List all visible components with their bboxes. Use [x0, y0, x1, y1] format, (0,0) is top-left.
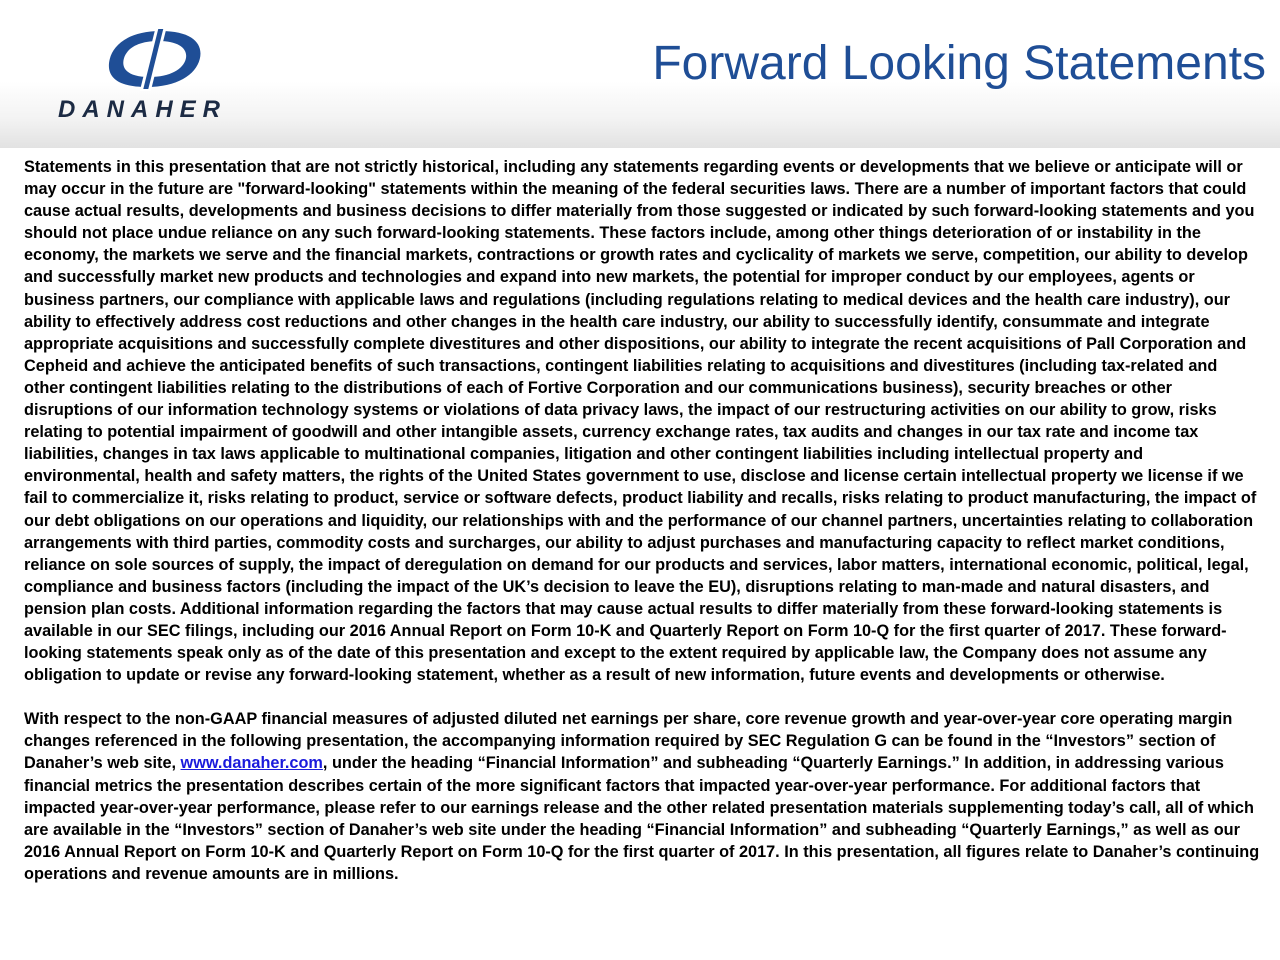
danaher-d-icon — [104, 26, 214, 92]
forward-looking-paragraph: Statements in this presentation that are not strictly historical, including any statements regarding events or developments that we believe or anticipate will or may occur in the future are "forward-looking" statements within the meaning of the federal securities laws. There are a number of important factors that could cause actual results, developments and business decisions to differ materially from those suggested or indicated by such forward-looking statements and you should not place undue reliance on any such forward-looking statements. These factors include, among other things deterioration of or instability in the economy, the markets we serve and the financial markets, contractions or growth rates and cyclicality of markets we serve, competition, our ability to develop and successfully market new products and technologies and expand into new markets, the potential for improper conduct by our employees, agents or business partners, our compliance with applicable laws and regulations (including regulations relating to medical devices and the health care industry), our ability to effectively address cost reductions and other changes in the health care industry, our ability to successfully identify, consummate and integrate appropriate acquisitions and successfully complete divestitures and other dispositions, our ability to integrate the recent acquisitions of Pall Corporation and Cepheid and achieve the anticipated benefits of such transactions, contingent liabilities relating to acquisitions and divestitures (including tax-related and other contingent liabilities relating to the distributions of each of Fortive Corporation and our communications business), security breaches or other disruptions of our information technology systems or violations of data privacy laws, the impact of our restructuring activities on our ability to grow, risks relating to potential impairment of goodwill and other intangible assets, currency exchange rates, tax audits and changes in our tax rate and income tax liabilities, changes in tax laws applicable to multinational companies, litigation and other contingent liabilities including intellectual property and environmental, health and safety matters, the rights of the United States government to use, disclose and license certain intellectual property we license if we fail to commercialize it, risks relating to product, service or software defects, product liability and recalls, risks relating to product manufacturing, the impact of our debt obligations on our operations and liquidity, our relationships with and the performance of our channel partners, uncertainties relating to collaboration arrangements with third parties, commodity costs and surcharges, our ability to adjust purchases and manufacturing capacity to reflect market conditions, reliance on sole sources of supply, the impact of deregulation on demand for our products and services, labor matters, international economic, political, legal, compliance and business factors (including the impact of the UK’s decision to leave the EU), disruptions relating to man-made and natural disasters, and pension plan costs. Additional information regarding the factors that may cause actual results to differ materially from these forward-looking statements is available in our SEC filings, including our 2016 Annual Report on Form 10-K and Quarterly Report on Form 10-Q for the first quarter of 2017. These forward-looking statements speak only as of the date of this presentation and except to the extent required by applicable law, the Company does not assume any obligation to update or revise any forward-looking statement, whether as a result of new information, future events and developments or otherwise. — [24, 158, 1257, 685]
danaher-website-link[interactable]: www.danaher.com — [180, 754, 323, 773]
statements-body — [24, 156, 1260, 885]
non-gaap-text-after-link: , under the heading “Financial Information” and subheading “Quarterly Earnings.” In addition, in addressing various financial metrics the presentation describes certain of the more significant factors that impacted year-over-year performance. For additional factors that impacted year-over-year performance, please refer to our earnings release and the other related presentation materials supplementing today’s call, all of which are available in the “Investors” section of Danaher’s web site under the heading “Financial Information” and subheading “Quarterly Earnings,” as well as our 2016 Annual Report on Form 10-K and Quarterly Report on Form 10-Q for the first quarter of 2017. In this presentation, all figures relate to Danaher’s continuing operations and revenue amounts are in millions. — [24, 754, 1260, 883]
page-title: Forward Looking Statements — [652, 37, 1266, 90]
slide-header — [0, 0, 1280, 148]
logo-wordmark: DANAHER — [58, 96, 227, 123]
non-gaap-text-before-link: With respect to the non-GAAP financial measures of adjusted diluted net earnings per share, core revenue growth and year-over-year core operating margin changes referenced in the following presentation, the accompanying information required by SEC Regulation G can be found in the “Investors” section of Danaher’s web site, — [24, 710, 1233, 773]
danaher-logo — [58, 26, 248, 126]
non-gaap-paragraph — [24, 708, 1260, 885]
